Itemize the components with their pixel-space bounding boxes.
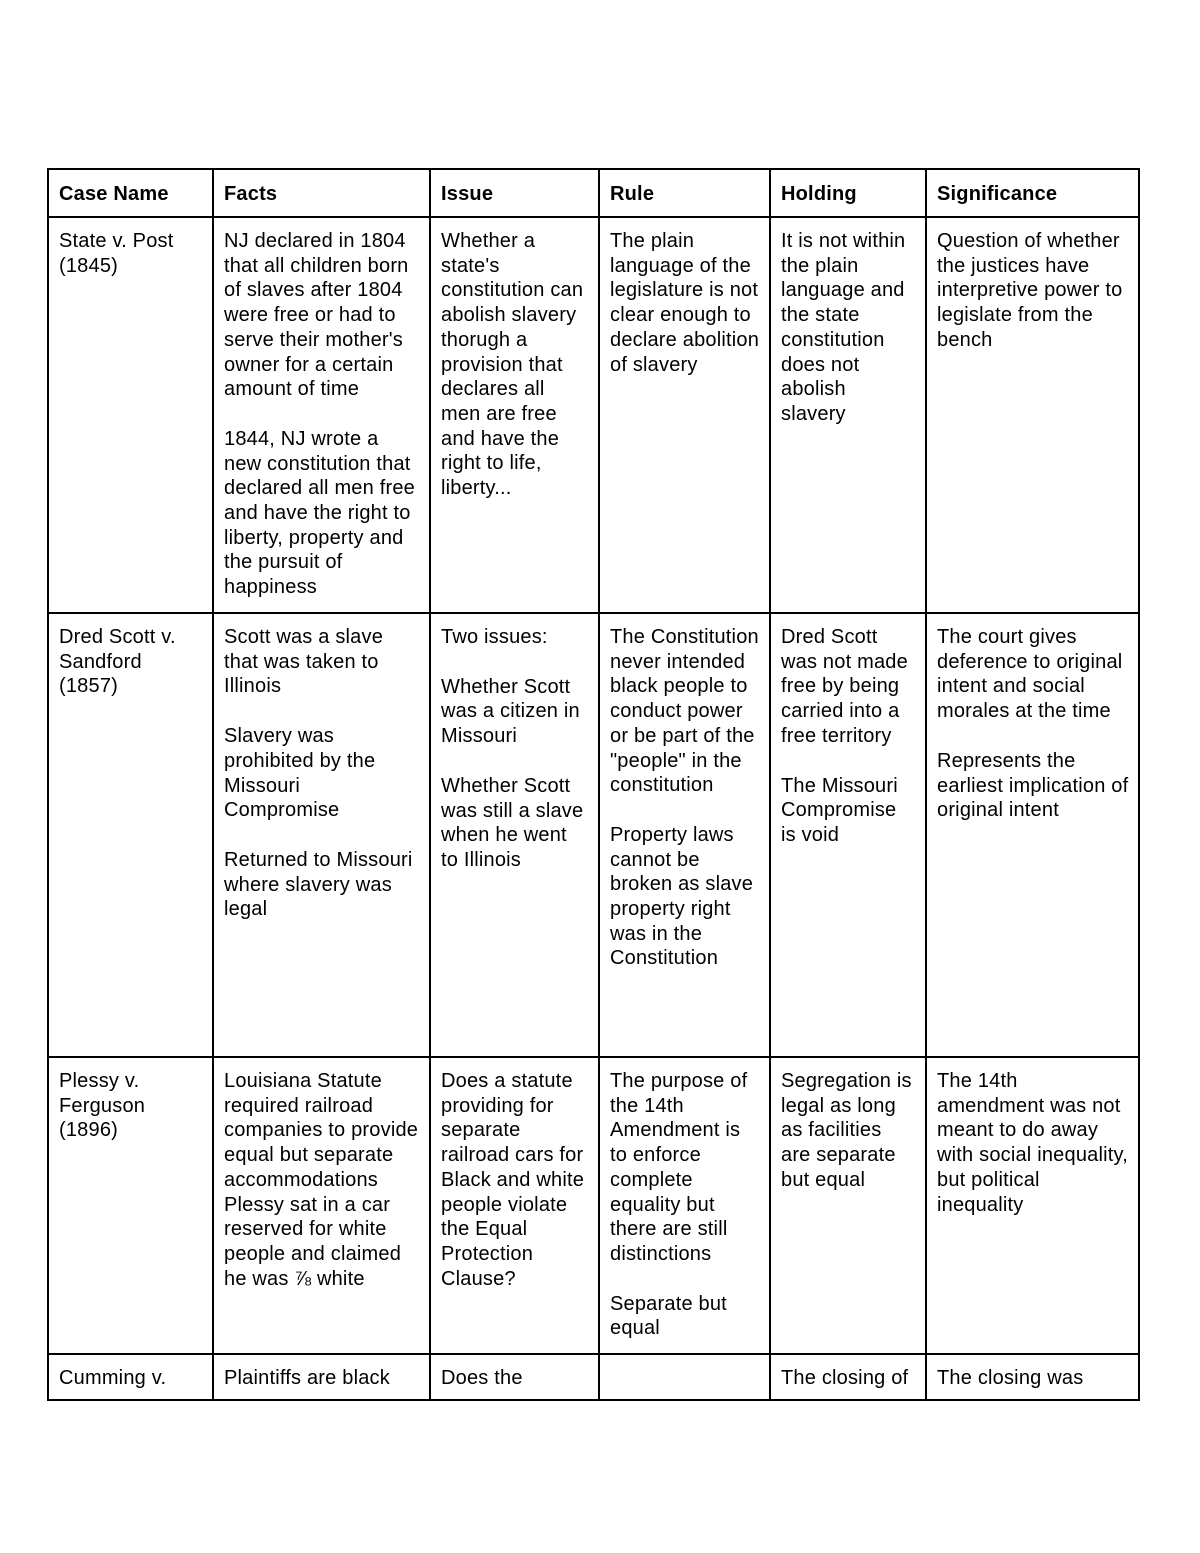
significance-cell bbox=[926, 1354, 1139, 1400]
issue-cell bbox=[430, 1354, 599, 1400]
table-row bbox=[48, 613, 1139, 1057]
header-facts: Facts bbox=[213, 169, 430, 217]
cell-text: The 14th amendment was not meant to do away with social inequality, but political inequality bbox=[937, 1070, 1134, 1216]
cell-text: 1844, NJ wrote a new constitution that declared all men free and have the right to liberty, property and the pursuit of happiness bbox=[224, 427, 421, 599]
header-row bbox=[48, 169, 1139, 217]
case-brief-table bbox=[47, 168, 1140, 1401]
cell-text: Does a statute providing for separate railroad cars for Black and white people violate the Equal Protection Clause? bbox=[441, 1070, 590, 1290]
cell-text: State v. Post (1845) bbox=[59, 230, 180, 277]
cell-text: Plessy v. Ferguson (1896) bbox=[59, 1070, 151, 1142]
significance-cell bbox=[926, 1057, 1139, 1354]
table-row bbox=[48, 217, 1139, 613]
header-holding: Holding bbox=[770, 169, 926, 217]
cell-text: Separate but equal bbox=[610, 1292, 733, 1340]
cell-text: Represents the earliest implication of original intent bbox=[937, 749, 1135, 822]
cell-text: Plaintiffs are black bbox=[224, 1367, 390, 1389]
cell-text: Cumming v. bbox=[59, 1367, 167, 1389]
rule-cell bbox=[599, 217, 770, 613]
cell-text: Two issues: bbox=[441, 626, 548, 648]
cell-text: Scott was a slave that was taken to Illinois bbox=[224, 626, 389, 698]
case-name-cell bbox=[48, 613, 213, 1057]
cell-text: NJ declared in 1804 that all children born of slaves after 1804 were free or had to serve their mother's owner for a certain amount of time bbox=[224, 230, 415, 401]
cell-text: It is not within the plain language and the state constitution does not abolish slavery bbox=[781, 230, 912, 425]
cell-text: The plain language of the legislature is not clear enough to declare abolition of slavery bbox=[610, 230, 765, 376]
significance-cell bbox=[926, 217, 1139, 613]
header-rule: Rule bbox=[599, 169, 770, 217]
cell-text: The purpose of the 14th Amendment is to enforce complete equality but there are still distinctions bbox=[610, 1070, 754, 1265]
cell-text: The court gives deference to original intent and social morales at the time bbox=[937, 626, 1129, 723]
rule-cell bbox=[599, 613, 770, 1057]
case-name-cell bbox=[48, 1354, 213, 1400]
cell-text: Slavery was prohibited by the Missouri Compromise bbox=[224, 725, 382, 822]
rule-cell bbox=[599, 1354, 770, 1400]
cell-text: Question of whether the justices have interpretive power to legislate from the bench bbox=[937, 230, 1129, 351]
holding-cell bbox=[770, 1354, 926, 1400]
cell-text: Segregation is legal as long as facilities are separate but equal bbox=[781, 1070, 918, 1191]
issue-cell bbox=[430, 1057, 599, 1354]
cell-text: Louisiana Statute required railroad companies to provide equal but separate accommodations Plessy sat in a car reserved for white people and claimed he was ⅞ white bbox=[224, 1070, 424, 1290]
holding-cell bbox=[770, 613, 926, 1057]
cell-text: Whether a state's constitution can abolish slavery thorugh a provision that declares all men are free and have the right to life, liberty... bbox=[441, 230, 589, 500]
cell-text: The Missouri Compromise is void bbox=[781, 774, 904, 846]
cell-text: The closing of bbox=[781, 1367, 909, 1389]
table-row bbox=[48, 1354, 1139, 1400]
cell-text: The closing was bbox=[937, 1367, 1084, 1389]
cell-text: The Constitution never intended black people to conduct power or be part of the "people" in the constitution bbox=[610, 626, 765, 797]
facts-cell bbox=[213, 613, 430, 1057]
cell-text: Whether Scott was a citizen in Missouri bbox=[441, 675, 586, 748]
cell-text: Property laws cannot be broken as slave property right was in the Constitution bbox=[610, 823, 759, 970]
cell-text: Dred Scott was not made free by being carried into a free territory bbox=[781, 626, 914, 747]
cell-text: Dred Scott v. Sandford (1857) bbox=[59, 626, 182, 698]
header-significance: Significance bbox=[926, 169, 1139, 217]
issue-cell bbox=[430, 613, 599, 1057]
holding-cell bbox=[770, 1057, 926, 1354]
cell-text: Whether Scott was still a slave when he went to Illinois bbox=[441, 774, 590, 871]
case-name-cell bbox=[48, 217, 213, 613]
facts-cell bbox=[213, 1057, 430, 1354]
holding-cell bbox=[770, 217, 926, 613]
table-row bbox=[48, 1057, 1139, 1354]
cell-text: Returned to Missouri where slavery was legal bbox=[224, 848, 419, 921]
cell-text: Does the bbox=[441, 1367, 523, 1389]
rule-cell bbox=[599, 1057, 770, 1354]
facts-cell bbox=[213, 217, 430, 613]
facts-cell bbox=[213, 1354, 430, 1400]
issue-cell bbox=[430, 217, 599, 613]
header-case-name: Case Name bbox=[48, 169, 213, 217]
case-name-cell bbox=[48, 1057, 213, 1354]
header-issue: Issue bbox=[430, 169, 599, 217]
significance-cell bbox=[926, 613, 1139, 1057]
